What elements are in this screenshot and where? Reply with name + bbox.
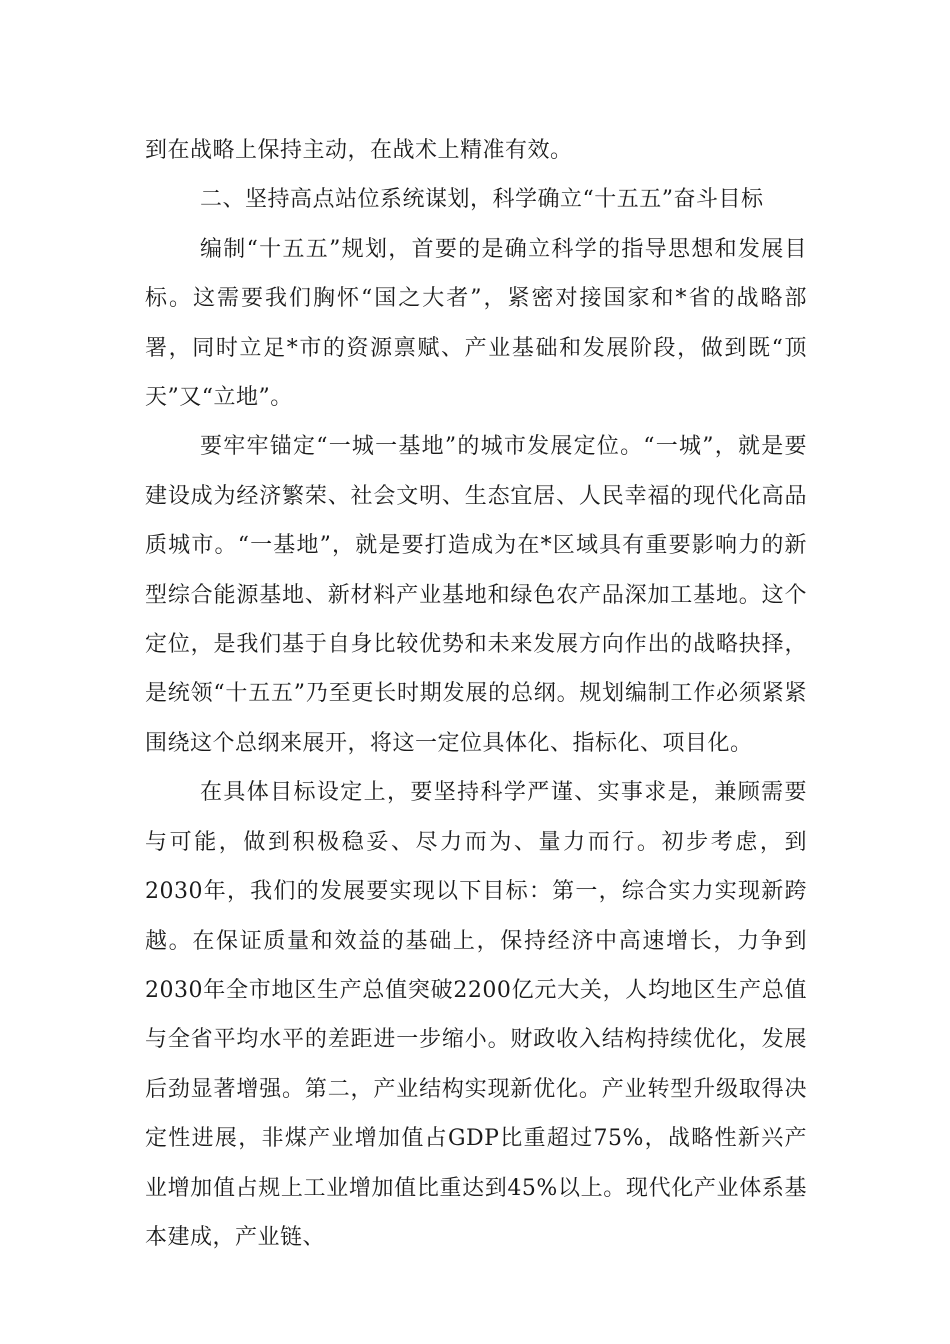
section-heading: 二、坚持高点站位系统谋划，科学确立“十五五”奋斗目标 xyxy=(200,187,764,213)
paragraph-targets: 在具体目标设定上，要坚持科学严谨、实事求是，兼顾需要与可能，做到积极稳妥、尽力而为、量力而行。初步考虑，到2030年，我们的发展要实现以下目标：第一，综合实力实现新跨越。在保证质量和效益的基础上，保持经济中高速增长，力争到2030年全市地区生产总值突破2200亿元大关，人均地区生产总值与全省平均水平的差距进一步缩小。财政收入结构持续优化，发展后劲显著增强。第二，产业结构实现新优化。产业转型升级取得决定性进展，非煤产业增加值占GDP比重超过75%，战略性新兴产业增加值占规上工业增加值比重达到45%以上。现代化产业体系基本建成，产业链、 xyxy=(145,780,807,1250)
paragraph-planning-intro: 编制“十五五”规划，首要的是确立科学的指导思想和发展目标。这需要我们胸怀“国之大者”，紧密对接国家和*省的战略部署，同时立足*市的资源禀赋、产业基础和发展阶段，做到既“顶天”又“立地”。 xyxy=(145,236,807,411)
document-body xyxy=(145,126,807,1262)
paragraph-city-positioning: 要牢牢锚定“一城一基地”的城市发展定位。“一城”，就是要建设成为经济繁荣、社会文明、生态宜居、人民幸福的现代化高品质城市。“一基地”，就是要打造成为在*区域具有重要影响力的新型综合能源基地、新材料产业基地和绿色农产品深加工基地。这个定位，是我们基于自身比较优势和未来发展方向作出的战略抉择，是统领“十五五”乃至更长时期发展的总纲。规划编制工作必须紧紧围绕这个总纲来展开，将这一定位具体化、指标化、项目化。 xyxy=(145,434,807,756)
paragraph-continuation: 到在战略上保持主动，在战术上精准有效。 xyxy=(145,138,573,163)
